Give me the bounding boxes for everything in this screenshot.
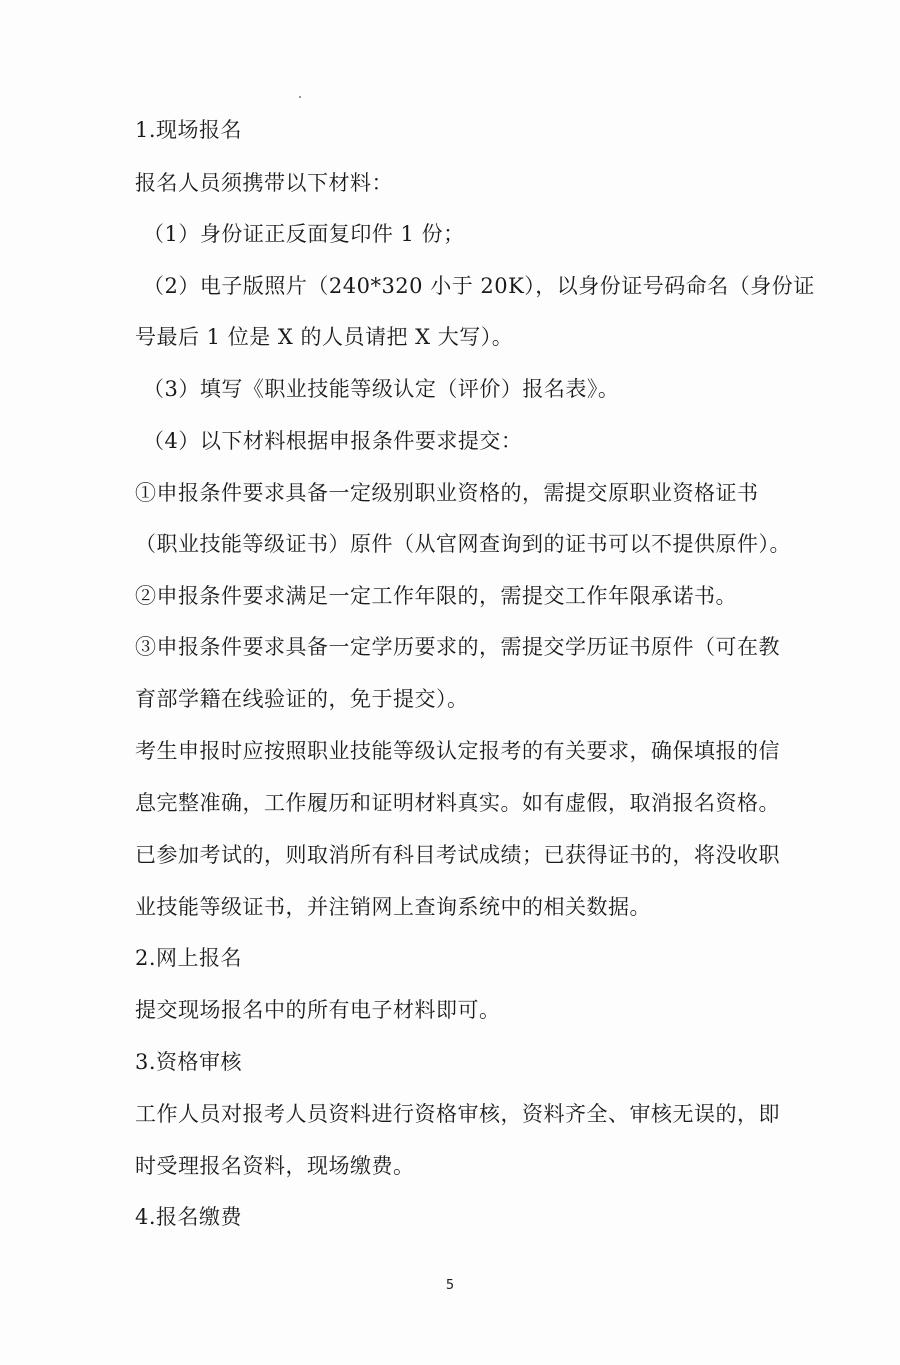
list-item-2: （2）电子版照片（240*320 小于 20K），以身份证号码命名（身份证 xyxy=(143,274,815,298)
section-heading-qualification-review: 3.资格审核 xyxy=(135,1050,243,1074)
scan-speck xyxy=(299,96,301,98)
page-number: 5 xyxy=(445,1278,455,1293)
notice-paragraph-line: 考生申报时应按照职业技能等级认定报考的有关要求，确保填报的信 xyxy=(135,739,780,763)
list-item-1: （1）身份证正反面复印件 1 份； xyxy=(143,222,465,246)
sub-item-3-continued: 育部学籍在线验证的，免于提交）。 xyxy=(135,687,469,711)
section-heading-onsite-registration: 1.现场报名 xyxy=(135,118,243,142)
paragraph-line: 提交现场报名中的所有电子材料即可。 xyxy=(135,998,501,1022)
sub-item-3: ③申报条件要求具备一定学历要求的，需提交学历证书原件（可在教 xyxy=(135,635,780,659)
list-item-3: （3）填写《职业技能等级认定（评价）报名表》。 xyxy=(143,377,620,401)
notice-paragraph-line: 息完整准确，工作履历和证明材料真实。如有虚假，取消报名资格。 xyxy=(135,791,780,815)
paragraph-line: 时受理报名资料，现场缴费。 xyxy=(135,1154,415,1178)
section-heading-online-registration: 2.网上报名 xyxy=(135,946,243,970)
sub-item-2: ②申报条件要求满足一定工作年限的，需提交工作年限承诺书。 xyxy=(135,584,737,608)
section-heading-registration-payment: 4.报名缴费 xyxy=(135,1205,243,1229)
paragraph-line: 报名人员须携带以下材料： xyxy=(135,171,393,195)
paragraph-line: 工作人员对报考人员资料进行资格审核，资料齐全、审核无误的，即 xyxy=(135,1102,780,1126)
list-item-4: （4）以下材料根据申报条件要求提交： xyxy=(143,429,523,453)
sub-item-1-continued: （职业技能等级证书）原件（从官网查询到的证书可以不提供原件）。 xyxy=(135,532,791,556)
sub-item-1: ①申报条件要求具备一定级别职业资格的，需提交原职业资格证书 xyxy=(135,481,759,505)
notice-paragraph-line: 业技能等级证书，并注销网上查询系统中的相关数据。 xyxy=(135,895,651,919)
notice-paragraph-line: 已参加考试的，则取消所有科目考试成绩；已获得证书的，将没收职 xyxy=(135,843,780,867)
list-item-2-continued: 号最后 1 位是 X 的人员请把 X 大写）。 xyxy=(135,325,514,349)
